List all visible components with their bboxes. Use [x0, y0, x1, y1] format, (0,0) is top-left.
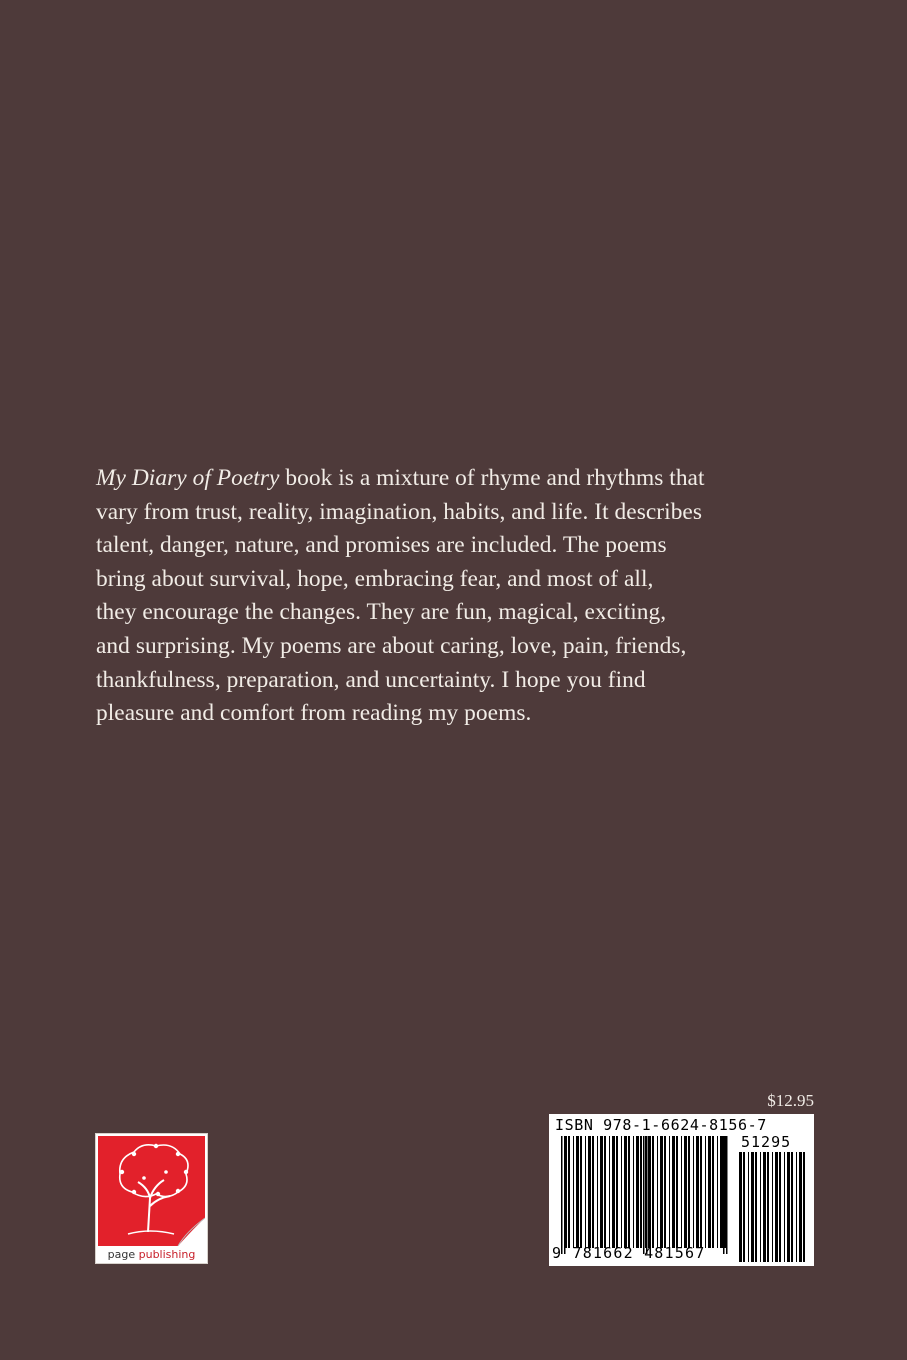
back-cover-blurb — [96, 462, 826, 731]
publisher-word-page: page — [107, 1248, 136, 1261]
blurb-line-5: they encourage the changes. They are fun, magical, exciting, — [96, 599, 667, 626]
blurb-line-4: bring about survival, hope, embracing fear, and most of all, — [96, 565, 654, 592]
ean-digits: 9 781662 481567 — [552, 1244, 706, 1262]
publisher-name — [96, 1248, 207, 1261]
tree-icon — [98, 1136, 205, 1246]
price-label: $12.95 — [767, 1091, 814, 1110]
publisher-word-publishing: publishing — [138, 1248, 196, 1261]
publisher-logo — [95, 1133, 208, 1264]
blurb-line-8: pleasure and comfort from reading my poems. — [96, 700, 532, 727]
isbn-barcode — [549, 1114, 814, 1266]
price-addon-code: 51295 — [741, 1133, 792, 1151]
blurb-line-7: thankfulness, preparation, and uncertainty. I hope you find — [96, 666, 646, 693]
blurb-line-1 — [96, 462, 826, 496]
blurb-line-1-rest: book is a mixture of rhyme and rhythms that — [279, 465, 705, 491]
blurb-line-3: talent, danger, nature, and promises are included. The poems — [96, 532, 667, 559]
blurb-line-6: and surprising. My poems are about caring, love, pain, friends, — [96, 632, 687, 659]
blurb-line-2: vary from trust, reality, imagination, habits, and life. It describes — [96, 498, 703, 525]
isbn-number: ISBN 978-1-6624-8156-7 — [555, 1116, 767, 1134]
book-title: My Diary of Poetry — [96, 465, 280, 491]
